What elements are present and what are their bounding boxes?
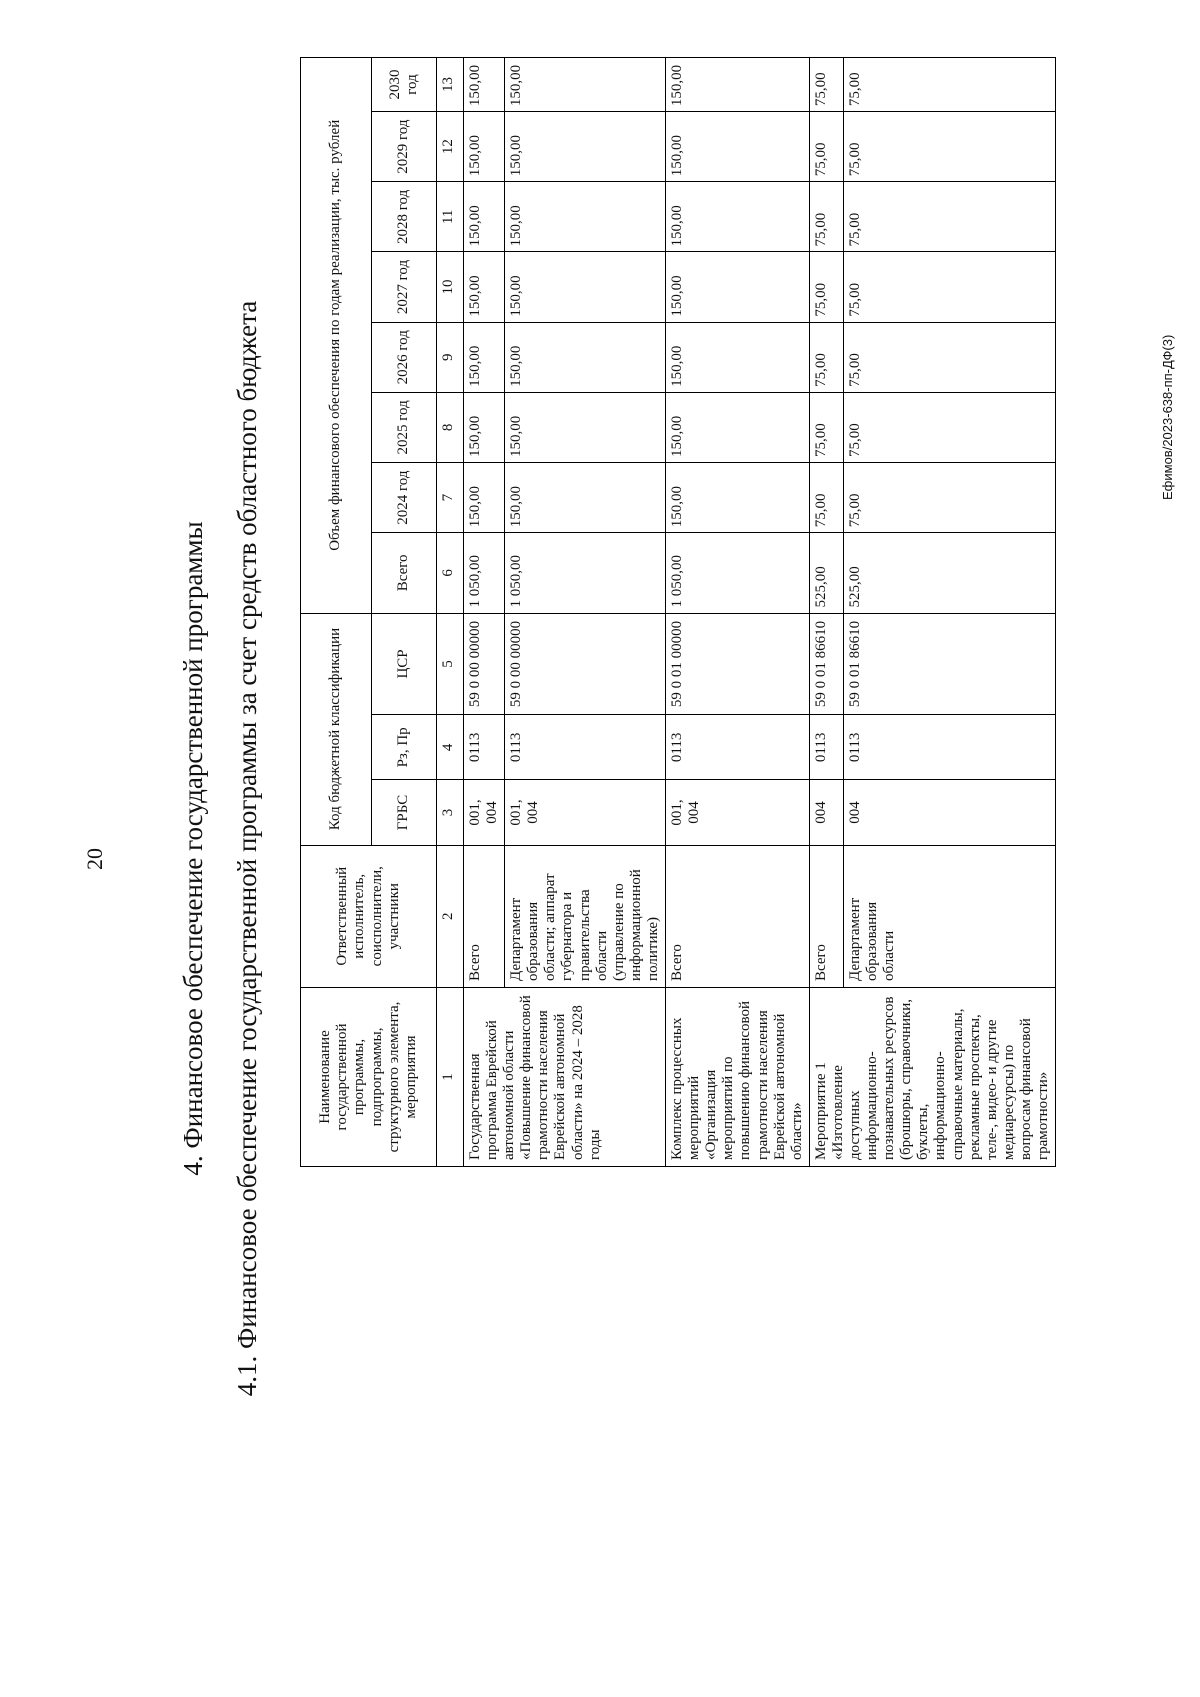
year-value-cell: 150,00 bbox=[666, 392, 810, 462]
column-number: 2 bbox=[437, 845, 464, 987]
year-value-cell: 75,00 bbox=[809, 58, 843, 112]
financing-table bbox=[300, 57, 1056, 1167]
header-year: 2029 год bbox=[372, 112, 437, 182]
csr-cell: 59 0 01 00000 bbox=[666, 613, 810, 715]
year-value-cell: 150,00 bbox=[666, 463, 810, 533]
year-value-cell: 150,00 bbox=[505, 252, 666, 322]
year-value-cell: 75,00 bbox=[809, 392, 843, 462]
year-value-cell: 75,00 bbox=[809, 322, 843, 392]
csr-cell: 59 0 01 86610 bbox=[843, 613, 1055, 715]
year-value-cell: 150,00 bbox=[464, 112, 505, 182]
total-cell: 1 050,00 bbox=[464, 533, 505, 613]
header-year: 2024 год bbox=[372, 463, 437, 533]
year-value-cell: 75,00 bbox=[843, 252, 1055, 322]
year-value-cell: 75,00 bbox=[843, 112, 1055, 182]
year-value-cell: 75,00 bbox=[809, 252, 843, 322]
year-value-cell: 150,00 bbox=[464, 182, 505, 252]
grbs-cell: 004 bbox=[809, 780, 843, 845]
header-executor: Ответственный исполнитель, соисполнители, участники bbox=[301, 845, 437, 987]
year-value-cell: 75,00 bbox=[843, 182, 1055, 252]
rzpr-cell: 0113 bbox=[505, 715, 666, 780]
column-number-row bbox=[437, 58, 464, 1167]
subsection-title: 4.1. Финансовое обеспечение государственной программы за счет средств областного бюджета bbox=[232, 300, 262, 1397]
year-value-cell: 150,00 bbox=[464, 58, 505, 112]
column-number: 11 bbox=[437, 182, 464, 252]
executor-cell: Всего bbox=[809, 845, 843, 987]
header-year: 2030 год bbox=[372, 58, 437, 112]
year-value-cell: 150,00 bbox=[505, 322, 666, 392]
year-value-cell: 150,00 bbox=[464, 252, 505, 322]
rzpr-cell: 0113 bbox=[464, 715, 505, 780]
table-row bbox=[666, 58, 810, 1167]
header-total: Всего bbox=[372, 533, 437, 613]
section-title: 4. Финансовое обеспечение государственной программы bbox=[178, 521, 208, 1176]
program-name-cell: Комплекс процессных мероприятий «Организация мероприятий по повышению финансовой грамотности населения Еврейской автономной области» bbox=[666, 987, 810, 1166]
header-year: 2028 год bbox=[372, 182, 437, 252]
column-number: 3 bbox=[437, 780, 464, 845]
column-number: 4 bbox=[437, 715, 464, 780]
column-number: 1 bbox=[437, 987, 464, 1166]
executor-cell: Департамент образования области bbox=[843, 845, 1055, 987]
column-number: 8 bbox=[437, 392, 464, 462]
year-value-cell: 150,00 bbox=[666, 252, 810, 322]
header-volume-group: Объем финансового обеспечения по годам реализации, тыс. рублей bbox=[301, 58, 372, 614]
rzpr-cell: 0113 bbox=[809, 715, 843, 780]
table-row bbox=[464, 58, 505, 1167]
year-value-cell: 150,00 bbox=[505, 182, 666, 252]
executor-cell: Всего bbox=[666, 845, 810, 987]
year-value-cell: 75,00 bbox=[809, 182, 843, 252]
column-number: 13 bbox=[437, 58, 464, 112]
total-cell: 525,00 bbox=[809, 533, 843, 613]
executor-cell: Всего bbox=[464, 845, 505, 987]
total-cell: 1 050,00 bbox=[505, 533, 666, 613]
rzpr-cell: 0113 bbox=[666, 715, 810, 780]
executor-cell: Департамент образования области; аппарат губернатора и правительства области (управление по информационной политике) bbox=[505, 845, 666, 987]
year-value-cell: 75,00 bbox=[843, 58, 1055, 112]
year-value-cell: 150,00 bbox=[505, 392, 666, 462]
year-value-cell: 150,00 bbox=[464, 392, 505, 462]
year-value-cell: 150,00 bbox=[666, 322, 810, 392]
csr-cell: 59 0 01 86610 bbox=[809, 613, 843, 715]
year-value-cell: 150,00 bbox=[666, 182, 810, 252]
table-row bbox=[809, 58, 843, 1167]
header-year: 2027 год bbox=[372, 252, 437, 322]
program-name-cell: Мероприятие 1 «Изготовление доступных информационно-познавательных ресурсов (брошюры, справочники, буклеты, информационно-справочные материалы, рекламные проспекты, теле-, видео- и другие медиаресурсы) по вопросам финансовой грамотности» bbox=[809, 987, 1055, 1166]
year-value-cell: 75,00 bbox=[843, 463, 1055, 533]
csr-cell: 59 0 00 00000 bbox=[505, 613, 666, 715]
column-number: 7 bbox=[437, 463, 464, 533]
total-cell: 525,00 bbox=[843, 533, 1055, 613]
year-value-cell: 150,00 bbox=[505, 58, 666, 112]
program-name-cell: Государственная программа Еврейской автономной области «Повышение финансовой грамотности населения Еврейской автономной области» на 2024 – 2028 годы bbox=[464, 987, 666, 1166]
csr-cell: 59 0 00 00000 bbox=[464, 613, 505, 715]
grbs-cell: 004 bbox=[843, 780, 1055, 845]
total-cell: 1 050,00 bbox=[666, 533, 810, 613]
column-number: 5 bbox=[437, 613, 464, 715]
year-value-cell: 150,00 bbox=[505, 463, 666, 533]
column-number: 12 bbox=[437, 112, 464, 182]
header-year: 2026 год bbox=[372, 322, 437, 392]
year-value-cell: 75,00 bbox=[809, 112, 843, 182]
grbs-cell: 001, 004 bbox=[505, 780, 666, 845]
year-value-cell: 150,00 bbox=[464, 463, 505, 533]
header-grbs: ГРБС bbox=[372, 780, 437, 845]
year-value-cell: 150,00 bbox=[505, 112, 666, 182]
year-value-cell: 75,00 bbox=[809, 463, 843, 533]
grbs-cell: 001, 004 bbox=[666, 780, 810, 845]
year-value-cell: 75,00 bbox=[843, 322, 1055, 392]
year-value-cell: 150,00 bbox=[666, 58, 810, 112]
header-year: 2025 год bbox=[372, 392, 437, 462]
rzpr-cell: 0113 bbox=[843, 715, 1055, 780]
document-code: Ефимов/2023-638-пп-ДФ(3) bbox=[1160, 334, 1175, 500]
header-csr: ЦСР bbox=[372, 613, 437, 715]
header-code-group: Код бюджетной классификации bbox=[301, 613, 372, 845]
year-value-cell: 150,00 bbox=[464, 322, 505, 392]
header-row bbox=[301, 58, 372, 1167]
column-number: 9 bbox=[437, 322, 464, 392]
year-value-cell: 75,00 bbox=[843, 392, 1055, 462]
header-rzpr: Рз, Пр bbox=[372, 715, 437, 780]
year-value-cell: 150,00 bbox=[666, 112, 810, 182]
page-number: 20 bbox=[82, 848, 107, 870]
grbs-cell: 001, 004 bbox=[464, 780, 505, 845]
header-name: Наименование государственной программы, подпрограммы, структурного элемента, мероприятия bbox=[301, 987, 437, 1166]
column-number: 10 bbox=[437, 252, 464, 322]
column-number: 6 bbox=[437, 533, 464, 613]
